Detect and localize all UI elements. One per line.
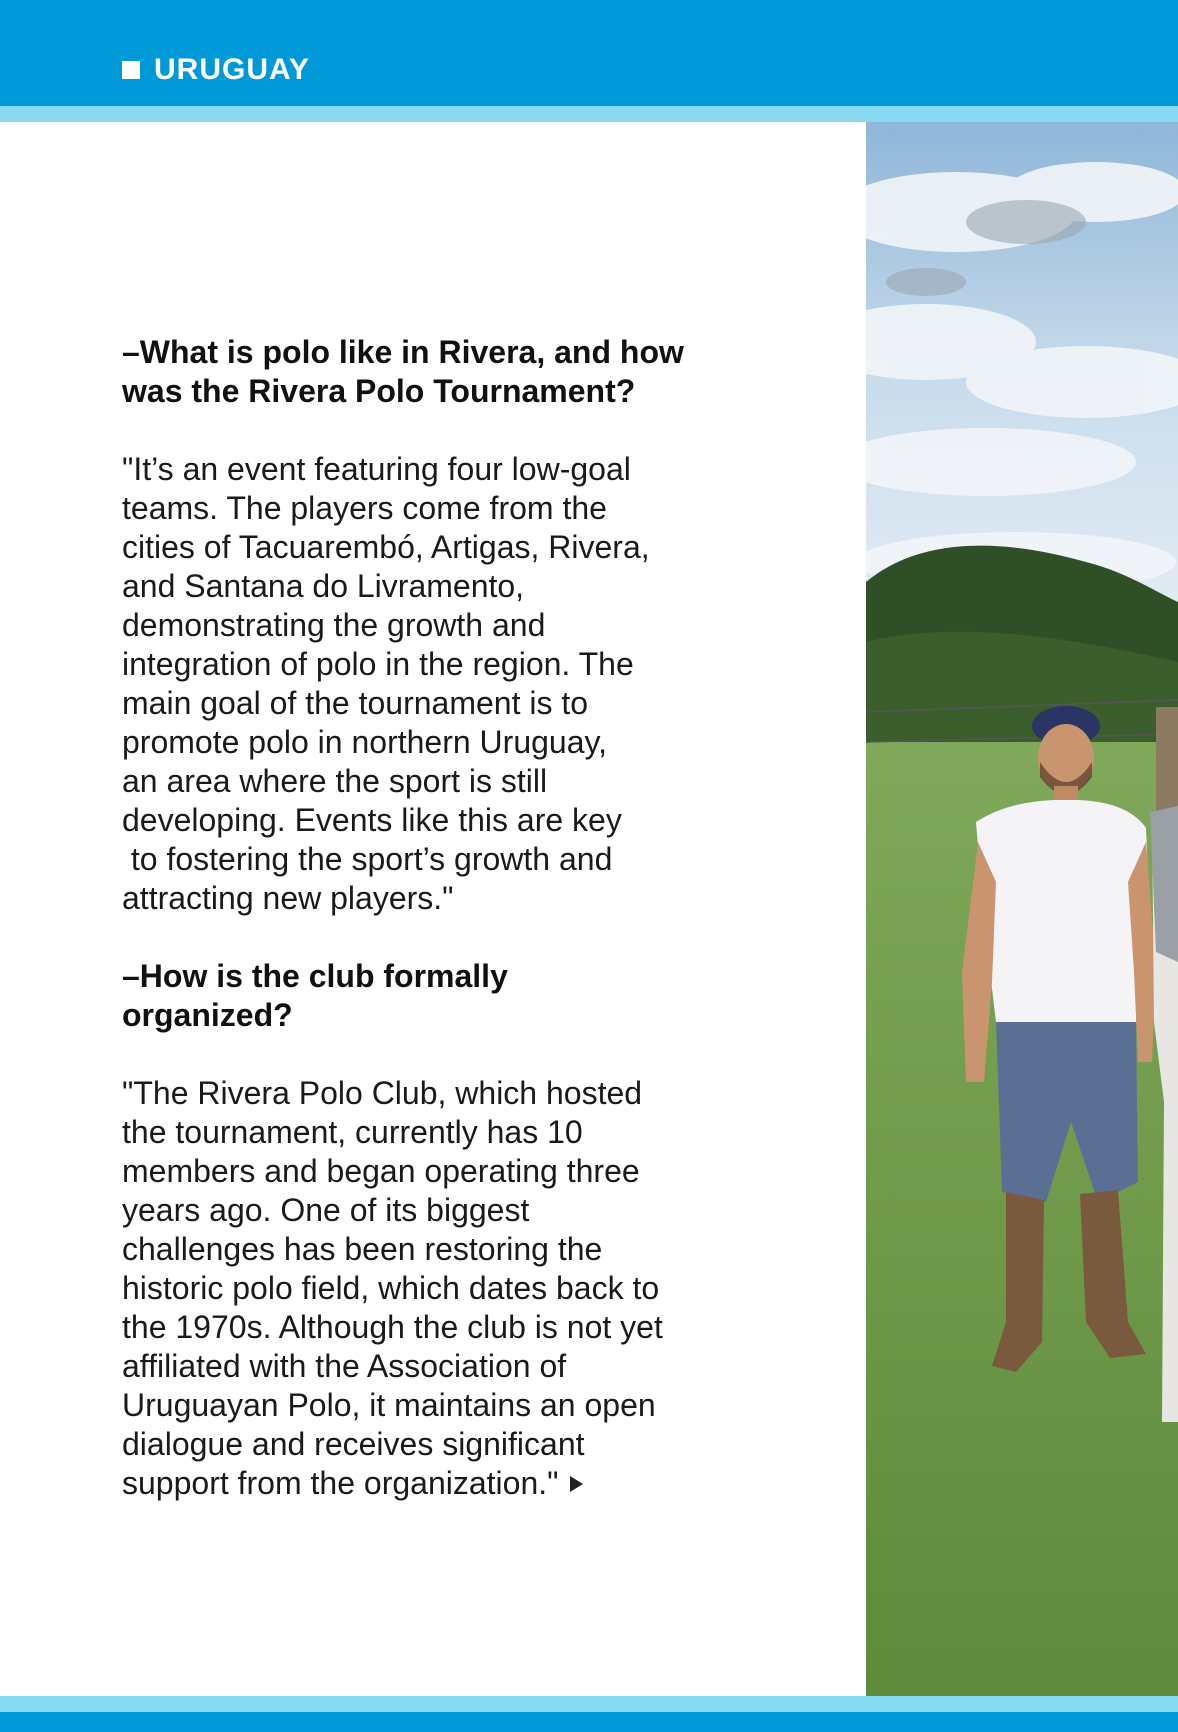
answer-1-line: promote polo in northern Uruguay, (122, 724, 608, 760)
question-2 (122, 957, 762, 1035)
photo-illustration (866, 122, 1178, 1696)
answer-1-line: to fostering the sport’s growth and (122, 841, 613, 877)
continue-arrow-icon (570, 1476, 583, 1492)
answer-2-last-text: support from the organization." (122, 1465, 559, 1501)
section-label: URUGUAY (154, 53, 310, 86)
answer-2-line: years ago. One of its biggest (122, 1192, 530, 1228)
answer-2 (122, 1074, 762, 1503)
article-photo (866, 122, 1178, 1696)
question-1 (122, 333, 762, 411)
question-1-line: was the Rivera Polo Tournament? (122, 373, 636, 409)
answer-1-line: demonstrating the growth and (122, 607, 546, 643)
answer-2-line: "The Rivera Polo Club, which hosted (122, 1075, 643, 1111)
footer-bar (0, 1712, 1178, 1732)
answer-1-line: integration of polo in the region. The (122, 646, 634, 682)
question-2-line: organized? (122, 997, 293, 1033)
answer-1 (122, 450, 762, 918)
answer-2-line-last (122, 1464, 762, 1503)
question-1-line: –What is polo like in Rivera, and how (122, 334, 684, 370)
answer-2-line: the 1970s. Although the club is not yet (122, 1309, 663, 1345)
answer-1-line: teams. The players come from the (122, 490, 607, 526)
footer-stripe (0, 1696, 1178, 1712)
section-marker-icon (122, 61, 140, 79)
answer-2-line: the tournament, currently has 10 (122, 1114, 583, 1150)
answer-1-line: main goal of the tournament is to (122, 685, 589, 721)
answer-1-line: attracting new players." (122, 880, 454, 916)
answer-1-line: an area where the sport is still (122, 763, 548, 799)
answer-2-line: affiliated with the Association of (122, 1348, 567, 1384)
answer-2-line: Uruguayan Polo, it maintains an open (122, 1387, 656, 1423)
answer-2-line: dialogue and receives significant (122, 1426, 585, 1462)
answer-1-line: "It’s an event featuring four low-goal (122, 451, 631, 487)
answer-2-line: members and began operating three (122, 1153, 640, 1189)
answer-2-line: historic polo field, which dates back to (122, 1270, 660, 1306)
answer-1-line: cities of Tacuarembó, Artigas, Rivera, (122, 529, 650, 565)
answer-2-line: challenges has been restoring the (122, 1231, 603, 1267)
question-2-line: –How is the club formally (122, 958, 508, 994)
answer-1-line: and Santana do Livramento, (122, 568, 525, 604)
article-body (122, 333, 762, 1503)
header-stripe (0, 106, 1178, 122)
answer-1-line: developing. Events like this are key (122, 802, 622, 838)
